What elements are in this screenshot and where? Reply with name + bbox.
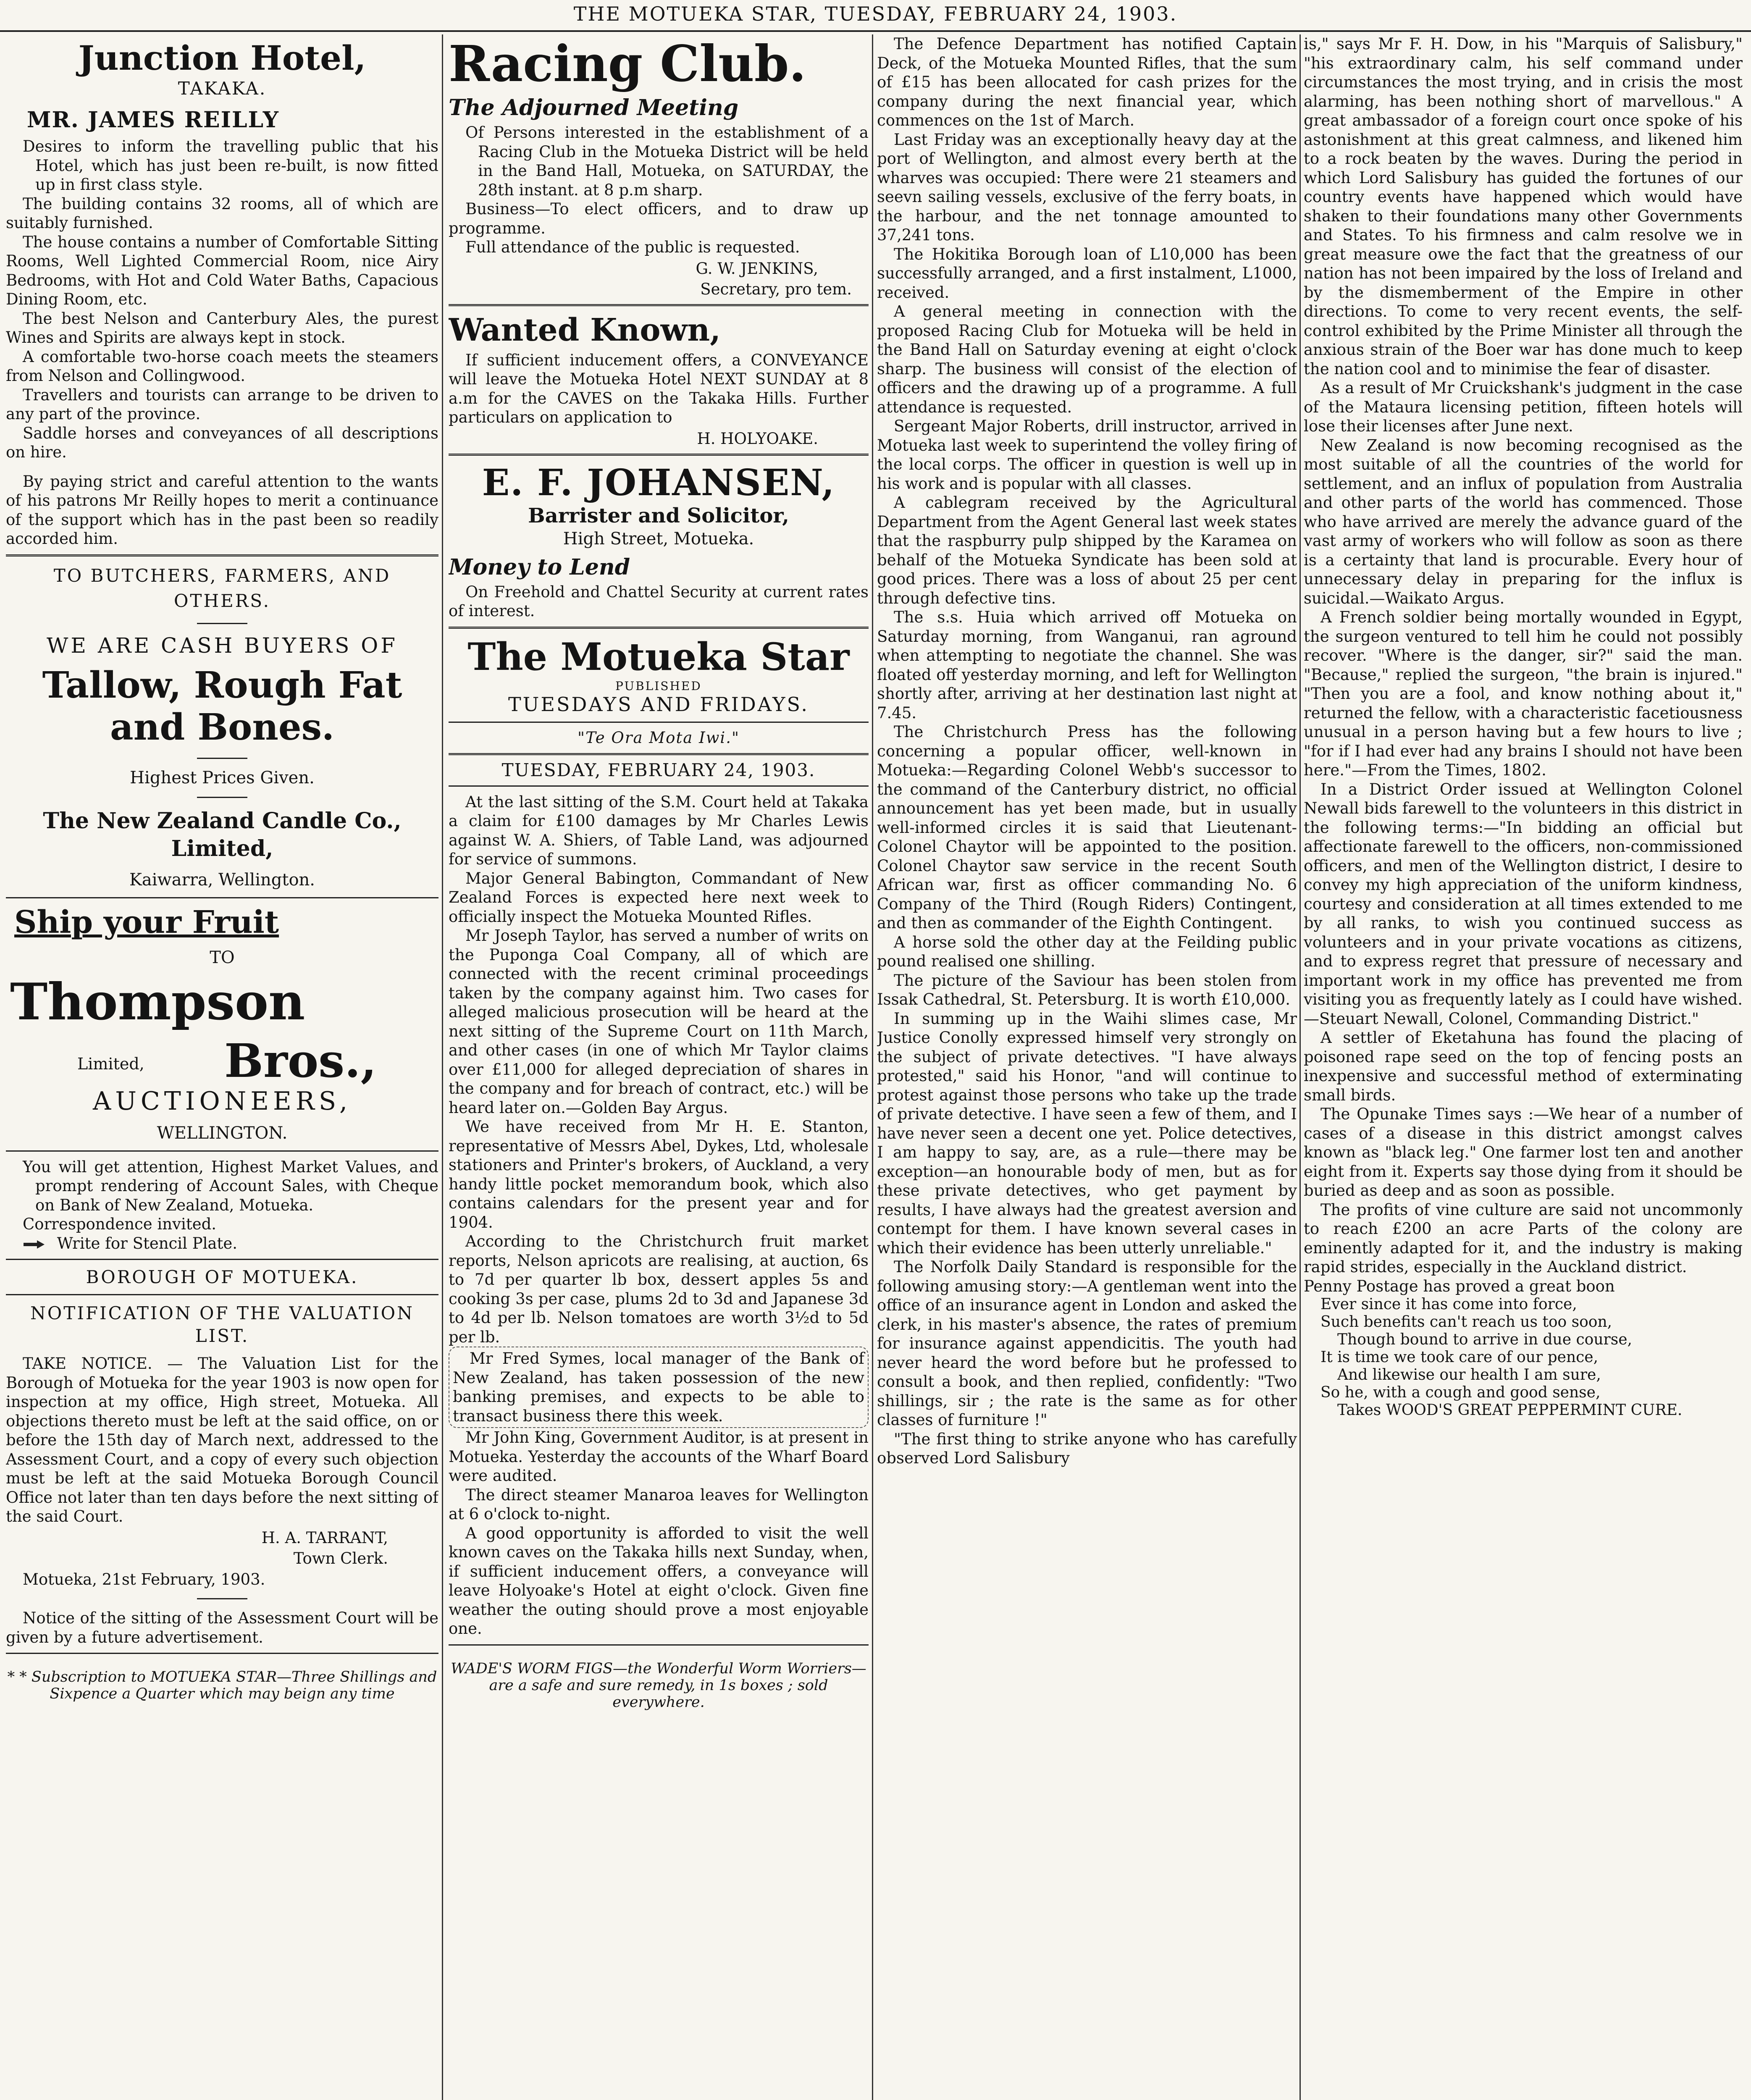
column-4 (1304, 34, 1743, 2100)
highest-prices: Highest Prices Given. (130, 768, 315, 788)
news-paragraph: Sergeant Major Roberts, drill instructor, arrived in Motueka last week to superintend the volley firing of the local corps. The officer in question is well up in his work and is popular with all classes. (877, 417, 1297, 493)
auctioneers-text: AUCTIONEERS, (92, 1086, 352, 1116)
news-paragraph: The s.s. Huia which arrived off Motueka on Saturday morning, from Wanganui, ran aground when attempting to negotiate the channel. She was floated off yesterday morning, and left for Wellington shortly after, arriving at her destination last night at 7.45. (877, 608, 1297, 722)
barrister-title: Barrister and Solicitor, (528, 504, 789, 528)
divider (6, 1294, 438, 1295)
news-paragraph: Mr Joseph Taylor, has served a number of writs on the Puponga Coal Company, all of which are connected with the recent criminal proceedings taken by the company against him. Two cases for alleged malicious prosecution will be heard at the next sitting of the Supreme Court on 11th March, and other cases (in one of which Mr Taylor claims over £11,000 for alleged depreciation of shares in the company and for breach of contract, etc.) will be heard later on.—Golden Bay Argus. (449, 927, 869, 1117)
racing-paragraph: Full attendance of the public is requested. (465, 238, 800, 256)
divider (449, 722, 869, 723)
divider (6, 554, 438, 556)
news-paragraph: We have received from Mr H. E. Stanton, representative of Messrs Abel, Dykes, Ltd, wholesale stationers and Printer's brokers, of Auckland, a very handy little pocket memorandum book, which also contains calendars for the present year and for 1904. (449, 1118, 869, 1231)
poem-line: Though bound to arrive in due course, (1337, 1331, 1632, 1348)
poem-line: So he, with a cough and good sense, (1320, 1384, 1601, 1401)
divider (197, 758, 247, 759)
racing-title: Racing Club. (449, 34, 806, 93)
column-divider (442, 34, 443, 2100)
divider (449, 785, 869, 787)
notification-heading: NOTIFICATION OF THE VALUATION LIST. (30, 1303, 414, 1346)
racing-subtitle: The Adjourned Meeting (449, 95, 739, 121)
hotel-paragraph: Desires to inform the travelling public that his Hotel, which has just been re-built, is now fitted up in first class style. (23, 137, 438, 194)
wanted-paragraph: If sufficient inducement offers, a CONVEYANCE will leave the Motueka Hotel NEXT SUNDAY at 8 a.m for the CAVES on the Takaka Hills. Further particulars on application to (449, 351, 869, 426)
news-paragraph-marked: Mr Fred Symes, local manager of the Bank of New Zealand, has taken possession of the new banking premises, and expects to be able to transact business there this week. (449, 1347, 869, 1428)
news-paragraph: The picture of the Saviour has been stolen from Issak Cathedral, St. Petersburg. It is worth £10,000. (877, 971, 1297, 1008)
to-text: TO (210, 948, 235, 967)
news-paragraph: A French soldier being mortally wounded in Egypt, the surgeon ventured to tell him he could not possibly recover. "Where is the danger, sir?" said the man. "Because," replied the surgeon, "the brain is injured." "Then you are a fool, and know nothing about it," returned the fellow, with a characteristic facetiousness unusual in a person having but a few hours to live ; "for if I had ever had any brains I should not have been here."—From the Times, 1802. (1304, 608, 1743, 779)
racing-paragraph: Business—To elect officers, and to draw up programme. (449, 200, 869, 237)
poem-line: Takes WOOD'S GREAT PEPPERMINT CURE. (1337, 1402, 1683, 1419)
issue-date: TUESDAY, FEBRUARY 24, 1903. (501, 759, 816, 780)
ship-fruit: Ship your Fruit (14, 904, 279, 940)
pointing-hand-icon (23, 1239, 46, 1250)
news-paragraph: A cablegram received by the Agricultural Department from the Agent General last week states that the raspburry pulp shipped by the Karamea on behalf of the Motueka Syndicate has been sold at good prices. There was a loss of about 25 per cent through defective tins. (877, 494, 1297, 607)
divider (6, 1259, 438, 1260)
bros-text: Bros., (224, 1033, 377, 1088)
hotel-paragraph: The building contains 32 rooms, all of which are suitably furnished. (6, 194, 438, 232)
news-paragraph: New Zealand is now becoming recognised as the most suitable of all the countries of the world for settlement, and an influx of population from Australia and other parts of the world has commenced. Those who have arrived are merely the advance guard of the vast army of workers who will follow as soon as there is a certainty that land is procurable. Every hour of unnecessary delay in preparing for the influx is suicidal.—Waikato Argus. (1304, 436, 1743, 607)
news-paragraph: The Defence Department has notified Captain Deck, of the Motueka Mounted Rifles, that the sum of £15 has been allocated for cash prizes for the company during the next financial year, which commences on the 1st of March. (877, 35, 1297, 129)
candle-place: Kaiwarra, Wellington. (129, 870, 315, 890)
news-paragraph: The Christchurch Press has the following concerning a popular officer, well-known in Motueka:—Regarding Colonel Webb's successor to the command of the Canterbury district, no official announcement has yet been made, but in usually well-informed circles it is said that Lieutenant-Colonel Chaytor will be appointed to the position. Colonel Chaytor saw service in the recent South African war, first as officer commanding No. 6 Company of the Third (Rough Riders) Contingent, and then as commander of the Eighth Contingent. (877, 723, 1297, 932)
correspondence: Correspondence invited. (23, 1215, 217, 1233)
town-clerk: Town Clerk. (293, 1549, 388, 1567)
wellington-text: WELLINGTON. (157, 1123, 288, 1143)
star-title: The Motueka Star (467, 634, 850, 679)
news-paragraph: A good opportunity is afforded to visit the well known caves on the Takaka hills next Sunday, when, if sufficient inducement offers, a conveyance will leave Holyoake's Hotel at eight o'clock. Given fine weather the outing should prove a most enjoyable one. (449, 1524, 869, 1638)
news-paragraph: In a District Order issued at Wellington Colonel Newall bids farewell to the volunteers in this district in the following terms:—"In bidding an official but affectionate farewell to the officers, non-commissioned officers, and men of the Wellington district, I desire to convey my high appreciation of the uniform kindness, courtesy and consideration at all times extended to me by all ranks, to wish you continued success as volunteers and in your private vocations as citizens, and to express regret that pressure of necessary and important work in my office has prevented me from visiting you as frequently lately as I could have wished.—Steuart Newall, Colonel, Commanding District." (1304, 780, 1743, 1028)
stencil-line (6, 1234, 438, 1253)
take-notice: TAKE NOTICE. — The Valuation List for the Borough of Motueka for the year 1903 is now open for inspection at my office, High street, Motueka. All objections thereto must be left at the said office, on or before the 15th day of March next, addressed to the Assessment Court, and a copy of every such objection must be left at the said Motueka Borough Council Office not later than ten days before the next sitting of the said Court. (6, 1354, 438, 1525)
news-paragraph: Major General Babington, Commandant of New Zealand Forces is expected here next week to officially inspect the Motueka Mounted Rifles. (449, 869, 869, 926)
hotel-title: Junction Hotel, (78, 38, 366, 78)
news-paragraph: A general meeting in connection with the proposed Racing Club for Motueka will be held in the Band Hall on Saturday evening at eight o'clock sharp. The business will consist of the election of officers and the drawing up of a programme. A full attendance is requested. (877, 302, 1297, 416)
tuesdays-fridays: TUESDAYS AND FRIDAYS. (508, 693, 809, 716)
divider (449, 454, 869, 456)
divider (449, 1644, 869, 1646)
poem (1304, 1277, 1743, 1420)
tarrant-signature: H. A. TARRANT, (261, 1528, 388, 1547)
hotel-paragraph: By paying strict and careful attention to the wants of his patrons Mr Reilly hopes to merit a continuance of the support which has in the past been so readily accorded him. (6, 472, 438, 548)
high-street: High Street, Motueka. (563, 529, 754, 549)
divider (197, 1598, 247, 1599)
buyers-line: WE ARE CASH BUYERS OF (47, 633, 398, 658)
bros-row (6, 1033, 438, 1088)
masthead-rule (0, 30, 1751, 32)
column-divider (1299, 34, 1301, 2100)
news-paragraph: As a result of Mr Cruickshank's judgment in the case of the Mataura licensing petition, fifteen hotels will lose their licenses after June next. (1304, 379, 1743, 435)
stencil-text: Write for Stencil Plate. (57, 1234, 238, 1252)
wade-advert: WADE'S WORM FIGS—the Wonderful Worm Worriers—are a safe and sure remedy, in 1s boxes ; sold everywhere. (451, 1660, 866, 1711)
news-paragraph: A settler of Eketahuna has found the placing of poisoned rape seed on the top of fencing posts an inexpensive and successful method of exterminating small birds. (1304, 1029, 1743, 1104)
jenkins-signature: G. W. JENKINS, (696, 259, 818, 278)
published-label: PUBLISHED (615, 679, 702, 693)
divider (6, 897, 438, 898)
hotel-paragraph: A comfortable two-horse coach meets the steamers from Nelson and Collingwood. (6, 347, 438, 385)
news-paragraph: The profits of vine culture are said not uncommonly to reach £200 an acre Parts of the colony are eminently adapted for it, and the industry is making rapid strides, especially in the Auckland district. (1304, 1200, 1743, 1276)
divider (6, 1150, 438, 1152)
hotel-paragraph: The house contains a number of Comfortable Sitting Rooms, Well Lighted Commercial Room, nice Airy Bedrooms, with Hot and Cold Water Baths, Capacious Dining Room, etc. (6, 233, 438, 308)
motto: "Te Ora Mota Iwi." (577, 728, 740, 747)
poem-line: Ever since it has come into force, (1320, 1296, 1577, 1313)
tallow-heading: Tallow, Rough Fat and Bones. (42, 664, 402, 748)
poem-line: Such benefits can't reach us too soon, (1320, 1313, 1612, 1331)
butchers-heading: TO BUTCHERS, FARMERS, AND OTHERS. (53, 565, 391, 611)
money-paragraph: On Freehold and Chattel Security at current rates of interest. (449, 583, 869, 620)
divider (449, 753, 869, 755)
divider (449, 627, 869, 629)
jenkins-title: Secretary, pro tem. (700, 280, 852, 298)
wanted-title: Wanted Known, (449, 312, 721, 348)
limited-text: Limited, (77, 1054, 144, 1073)
johansen-title: E. F. JOHANSEN, (482, 461, 835, 504)
news-paragraph: The Opunake Times says :—We hear of a number of cases of a disease in this district amongst calves known as "black leg." One farmer lost ten and another eight from it. Experts say those dying from it should be buried as deep and as soon as possible. (1304, 1105, 1743, 1200)
news-paragraph: Mr John King, Government Auditor, is at present in Motueka. Yesterday the accounts of the Wharf Board were audited. (449, 1428, 869, 1485)
news-paragraph: A horse sold the other day at the Feilding public pound realised one shilling. (877, 933, 1297, 970)
news-paragraph: At the last sitting of the S.M. Court held at Takaka a claim for £100 damages by Mr Charles Lewis against W. A. Shiers, of Table Land, was adjourned for service of summons. (449, 793, 869, 868)
poem-line: And likewise our health I am sure, (1337, 1366, 1601, 1383)
news-paragraph: The Hokitika Borough loan of L10,000 has been successfully arranged, and a first instalment, L1000, received. (877, 245, 1297, 302)
dateline: Motueka, 21st February, 1903. (23, 1570, 265, 1588)
holyoake-signature: H. HOLYOAKE. (697, 429, 818, 448)
hotel-paragraph: The best Nelson and Canterbury Ales, the purest Wines and Spirits are always kept in stock. (6, 309, 438, 346)
subscription-note: * * Subscription to MOTUEKA STAR—Three Shillings and Sixpence a Quarter which may beign any time (7, 1669, 437, 1702)
news-paragraph: According to the Christchurch fruit market reports, Nelson apricots are realising, at auction, 6s to 7d per quarter lb box, dessert apples 5s and cooking 3s per case, plums 2d to 3d and Japanese 3d to 4d per lb. Nelson tomatoes are worth 3½d to 5d per lb. (449, 1232, 869, 1346)
hotel-paragraph: Saddle horses and conveyances of all descriptions on hire. (6, 424, 438, 461)
news-paragraph: Last Friday was an exceptionally heavy day at the port of Wellington, and almost every berth at the wharves was occupied: There were 21 steamers and seevn sailing vessels, exclusive of the ferry boats, in the harbour, and the net tonnage amounted to 37,241 tons. (877, 130, 1297, 244)
column-1 (6, 34, 438, 2100)
news-paragraph: The direct steamer Manaroa leaves for Wellington at 6 o'clock to-night. (449, 1486, 869, 1523)
borough-heading: BOROUGH OF MOTUEKA. (86, 1267, 359, 1287)
divider (6, 1653, 438, 1654)
column-2 (449, 34, 869, 2100)
divider (197, 797, 247, 798)
news-paragraph: In summing up in the Waihi slimes case, Mr Justice Conolly expressed himself very strongly on the subject of private detectives. "I have always protested," said his Honor, "and will continue to protest against those persons who take up the trade of private detective. I have seen a few of them, and I have never seen a decent one yet. Police detectives, I am happy to say, are, as a rule—there may be exception—an honourable body of men, but as for these private detectives, who get payment by results, I have always had the greatest aversion and contempt for them. I have known several cases in which their evidence has been utterly unreliable." (877, 1009, 1297, 1257)
news-paragraph: "The first thing to strike anyone who has carefully observed Lord Salisbury (877, 1430, 1297, 1467)
divider (449, 304, 869, 306)
hotel-place: TAKAKA. (178, 78, 267, 99)
masthead: THE MOTUEKA STAR, TUESDAY, FEBRUARY 24, 1903. (573, 3, 1178, 25)
thompson-paragraph: You will get attention, Highest Market Values, and prompt rendering of Account Sales, with Cheque on Bank of New Zealand, Motueka. (23, 1158, 438, 1214)
column-3 (877, 34, 1297, 2100)
news-paragraph: The Norfolk Daily Standard is responsible for the following amusing story:—A gentleman went into the office of an insurance agent in London and asked the clerk, in his master's absence, the rates of premium for insurance against appendicitis. The youth had never heard the word before but he professed to consult a book, and then replied, confidently: "Two shillings, sir ; the rate is the same as for other classes of furniture !" (877, 1258, 1297, 1429)
poem-line: Penny Postage has proved a great boon (1304, 1277, 1615, 1295)
hotel-paragraph: Travellers and tourists can arrange to be driven to any part of the province. (6, 386, 438, 423)
hotel-proprietor: MR. JAMES REILLY (27, 107, 279, 133)
racing-paragraph: Of Persons interested in the establishment of a Racing Club in the Motueka District will be held in the Band Hall, Motueka, on SATURDAY, the 28th instant. at 8 p.m sharp. (465, 123, 869, 199)
column-divider (872, 34, 873, 2100)
money-lend: Money to Lend (449, 554, 630, 580)
poem-line: It is time we took care of our pence, (1320, 1349, 1599, 1366)
news-paragraph: is," says Mr F. H. Dow, in his "Marquis of Salisbury," "his extraordinary calm, his self command under circumstances the most trying, and in crisis the most alarming, has been nothing short of marvellous." A great ambassador of a foreign court once spoke of his astonishment at this great calmness, and likened him to a rock beaten by the waves. During the period in which Lord Salisbury has guided the fortunes of our country events have happened which would have shaken to their foundations many other Governments and States. To his firmness and calm resolve we in great measure owe the fact that the greatness of our nation has not been impaired by the loss of Ireland and by the dismemberment of the Empire in other directions. To come to very recent events, the self-control exhibited by the Prime Minister all through the anxious strain of the Boer war has done much to keep the nation cool and to minimise the fear of disaster. (1304, 35, 1743, 378)
notice-sitting: Notice of the sitting of the Assessment Court will be given by a future advertisement. (6, 1609, 438, 1646)
candle-company: The New Zealand Candle Co., Limited, (43, 808, 402, 861)
thompson-title: Thompson (10, 972, 305, 1032)
divider (197, 623, 247, 624)
